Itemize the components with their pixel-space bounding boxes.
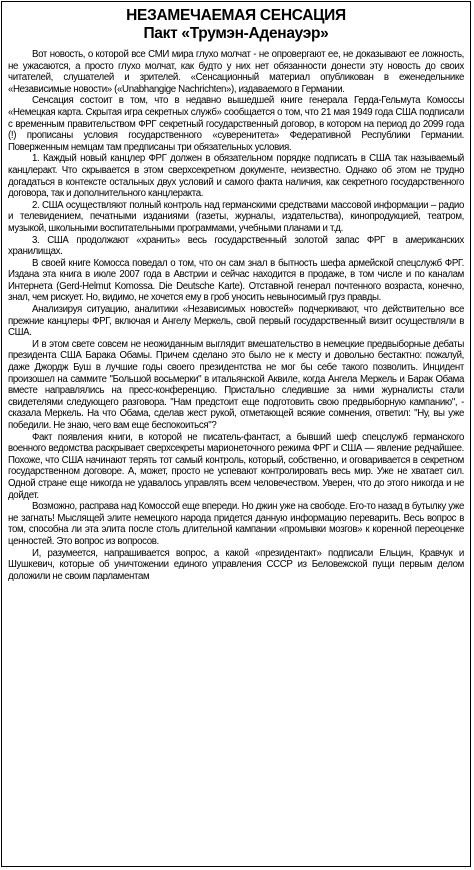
paragraph: И в этом свете совсем не неожиданным выглядит вмешательство в немецкие предвыборные дебаты президента США Барака Обамы. Причем сделано это было не к месту и довольно бестактно: пожалуй, даже Джордж Буш в лучшие годы своего президентства не мог бы себе такого позволить. Инцидент произошел на саммите "Большой восьмерки" в итальянской Аквиле, когда Ангела Меркель и Барак Обама вместе направлялись на пресс-конференцию. Пристально следившие за ними журналисты стали свидетелями следующего разговора. "Нам предстоит еще подготовить свою предвыборную кампанию", - сказала Меркель. На что Обама, сделав жест рукой, отметающей всякие сомнения, ответил: "Ну, вы уже победили. Не знаю, чего вам еще беспокоиться"? <box>8 338 464 431</box>
paragraph: 2. США осуществляют полный контроль над германскими средствами массовой информации – радио и телевидением, печатными изданиями (газеты, журналы, издательства), кинопродукцией, театром, музыкой, школьными воспитательными программами, учебными планами и т.д. <box>8 199 464 234</box>
paragraph: Возможно, расправа над Комоссой еще впереди. Но джин уже на свободе. Его-то назад в бутылку уже не загнать! Мыслящей элите немецкого народа придется данную информацию переварить. Весь вопрос в том, способна ли эта элита после столь длительной кампании «промывки мозгов» к коренной переоценке ценностей. Это вопрос из вопросов. <box>8 501 464 547</box>
paragraph: Вот новость, о которой все СМИ мира глухо молчат - не опровергают ее, не доказывают ее ложность, не ужасаются, а просто глухо молчат, как будто у них нет обязанности донести эту новость до своих читателей, слушателей и зрителей. «Сенсационный материал опубликован в еженедельнике «Независимые новости» («Unabhangige Nachrichten»), издаваемого в Германии. <box>8 49 464 95</box>
paragraph: Факт появления книги, в которой не писатель-фантаст, а бывший шеф спецслужб германского военного ведомства раскрывает сверхсекреты марионеточного режима ФРГ и США — явление редчайшее. Похоже, что США начинают терять тот самый контроль, который, собственно, и оговаривается в секретном государственном договоре. А, может, просто не успевают контролировать весь мир. Уже не хватает сил. Одной стране еще никогда не удавалось управлять всем человечеством. Уверен, что до этого никогда и не дойдет. <box>8 431 464 501</box>
paragraph: Сенсация состоит в том, что в недавно вышедшей книге генерала Герда-Гельмута Комоссы «Немецкая карта. Скрытая игра секретных служб» сообщается о том, что 21 мая 1949 года США подписали с временным правительством ФРГ секретный государственный договор, в котором на период до 2099 года (!) прописаны условия государственного «суверенитета» Федеративной Республики Германии. Поверженным немцам там предписаны три обязательных условия. <box>8 95 464 153</box>
paragraph: В своей книге Комосса поведал о том, что он сам знал в бытность шефа армейской спецслужб ФРГ. Издана эта книга в июле 2007 года в Австрии и сейчас находится в продаже, в том числе и по каналам Интернета (Gerd-Helmut Komossa. Die Deutsche Karte). Отставной генерал почтенного возраста, конечно, знал, чем рискует. Но, видимо, не хочется ему в гроб уносить невыносимый груз правды. <box>8 257 464 304</box>
article-body <box>8 49 464 582</box>
paragraph: 1. Каждый новый канцлер ФРГ должен в обязательном порядке подписать в США так называемый канцлеракт. Что скрывается в этом сверхсекретном документе, неизвестно. Однако об этом не трудно догадаться в контексте остальных двух условий и самого факта наличия, как секретного государственного договора, так и дополнительного канцлеракта. <box>8 153 464 200</box>
paragraph: Анализируя ситуацию, аналитики «Независимых новостей» подчеркивают, что действительно все прежние канцлеры ФРГ, включая и Ангелу Меркель, свой первый государственный визит осуществляли в США. <box>8 304 464 339</box>
paragraph: И, разумеется, напрашивается вопрос, а какой «президентакт» подписали Ельцин, Кравчук и Шушкевич, которые об уничтожении единого управления СССР из Беловежской пущи первым делом доложили не своим парламентам <box>8 547 464 582</box>
title-line-1: НЕЗАМЕЧАЕМАЯ СЕНСАЦИЯ <box>126 7 346 24</box>
paragraph: 3. США продолжают «хранить» весь государственный золотой запас ФРГ в американских хранилищах. <box>8 234 464 258</box>
article-title <box>8 7 464 43</box>
article-frame <box>1 1 471 867</box>
title-line-2: Пакт «Трумэн-Аденауэр» <box>143 25 329 42</box>
